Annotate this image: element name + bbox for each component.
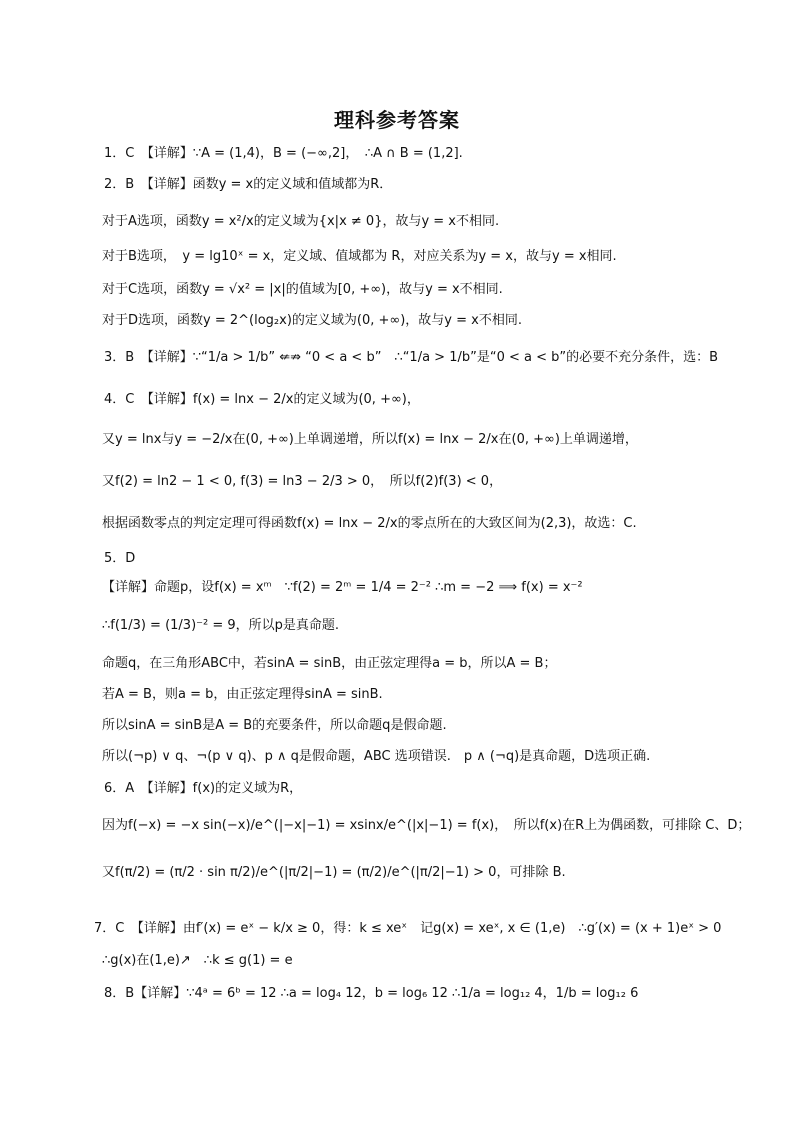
answer-6-line-2: 因为f(−x) = −x sin(−x)/e^(|−x|−1) = xsinx/e^(|x|−1) = f(x)， 所以f(x)在R上为偶函数，可排除 C、D； bbox=[102, 818, 751, 833]
answer-5-line-2: 【详解】命题p，设f(x) = xᵐ ∵f(2) = 2ᵐ = 1/4 = 2⁻² ∴m = −2 ⟹ f(x) = x⁻² bbox=[102, 580, 583, 595]
answer-5-line-5: 若A = B，则a = b，由正弦定理得sinA = sinB. bbox=[102, 687, 383, 702]
answer-7-line-2: ∴g(x)在(1,e)↗ ∴k ≤ g(1) = e bbox=[102, 953, 293, 968]
answer-5: 5．D bbox=[104, 551, 136, 566]
answer-5-line-7: 所以(¬p) ∨ q、¬(p ∨ q)、p ∧ q是假命题，ABC 选项错误. p ∧ (¬q)是真命题，D选项正确. bbox=[102, 749, 651, 764]
answer-4-line-4: 根据函数零点的判定定理可得函数f(x) = lnx − 2/x的零点所在的大致区间为(2,3)，故选：C. bbox=[102, 516, 637, 531]
answer-4-line-3: 又f(2) = ln2 − 1 < 0, f(3) = ln3 − 2/3 > 0， 所以f(2)f(3) < 0， bbox=[102, 474, 503, 489]
answer-4: 4．C 【详解】f(x) = lnx − 2/x的定义域为(0, +∞)， bbox=[104, 392, 420, 407]
answer-4-line-2: 又y = lnx与y = −2/x在(0, +∞)上单调递增，所以f(x) = lnx − 2/x在(0, +∞)上单调递增， bbox=[102, 432, 638, 447]
answer-5-line-6: 所以sinA = sinB是A = B的充要条件，所以命题q是假命题. bbox=[102, 718, 447, 733]
answer-2-option-a: 对于A选项，函数y = x²/x的定义域为{x|x ≠ 0}，故与y = x不相同. bbox=[102, 214, 500, 229]
answer-5-line-3: ∴f(1/3) = (1/3)⁻² = 9，所以p是真命题. bbox=[102, 618, 340, 633]
answer-5-line-4: 命题q，在三角形ABC中，若sinA = sinB，由正弦定理得a = b，所以A = B； bbox=[102, 656, 557, 671]
answer-1: 1．C 【详解】∵A = (1,4)，B = (−∞,2]， ∴A ∩ B = (1,2]. bbox=[104, 146, 463, 161]
answer-6: 6．A 【详解】f(x)的定义域为R， bbox=[104, 781, 303, 796]
answer-7: 7．C 【详解】由f′(x) = eˣ − k/x ≥ 0，得：k ≤ xeˣ 记g(x) = xeˣ, x ∈ (1,e) ∴g′(x) = (x + 1)eˣ > 0 bbox=[94, 921, 722, 936]
page-title: 理科参考答案 bbox=[334, 108, 460, 132]
answer-2: 2．B 【详解】函数y = x的定义域和值域都为R． bbox=[104, 177, 393, 192]
answer-3: 3．B 【详解】∵“1/a > 1/b” ⇍⇏ “0 < a < b” ∴“1/a > 1/b”是“0 < a < b”的必要不充分条件，选：B bbox=[104, 350, 719, 365]
answer-6-line-3: 又f(π/2) = (π/2 · sin π/2)/e^(|π/2|−1) = (π/2)/e^(|π/2|−1) > 0，可排除 B. bbox=[102, 865, 566, 880]
answer-8: 8．B【详解】∵4ᵃ = 6ᵇ = 12 ∴a = log₄ 12，b = log₆ 12 ∴1/a = log₁₂ 4，1/b = log₁₂ 6 bbox=[104, 986, 639, 1001]
answer-2-option-b: 对于B选项， y = lg10ˣ = x，定义域、值域都为 R，对应关系为y = x，故与y = x相同. bbox=[102, 249, 617, 264]
answer-2-option-c: 对于C选项，函数y = √x² = |x|的值域为[0, +∞)，故与y = x不相同. bbox=[102, 282, 503, 297]
answer-2-option-d: 对于D选项，函数y = 2^(log₂x)的定义域为(0, +∞)，故与y = x不相同. bbox=[102, 313, 522, 328]
